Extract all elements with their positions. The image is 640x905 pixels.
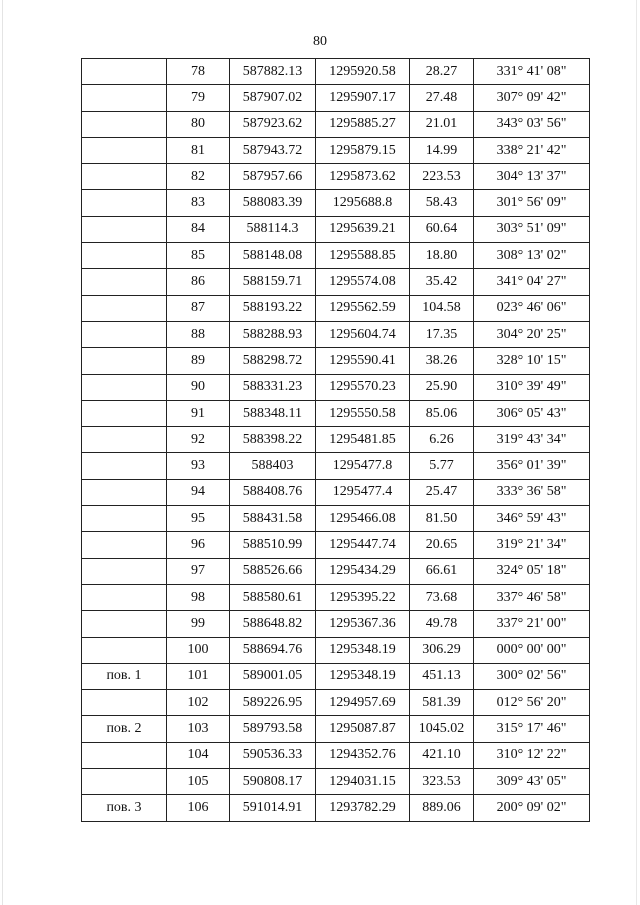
point-number-cell: 102: [167, 690, 230, 716]
distance-cell: 6.26: [410, 427, 474, 453]
distance-cell: 85.06: [410, 400, 474, 426]
x-coordinate-cell: 587957.66: [230, 164, 316, 190]
point-number-cell: 87: [167, 295, 230, 321]
distance-cell: 38.26: [410, 348, 474, 374]
turn-label-cell: [82, 295, 167, 321]
x-coordinate-cell: 588298.72: [230, 348, 316, 374]
y-coordinate-cell: 1295477.8: [316, 453, 410, 479]
distance-cell: 5.77: [410, 453, 474, 479]
point-number-cell: 89: [167, 348, 230, 374]
table-row: [82, 506, 590, 532]
coordinates-table: [81, 58, 590, 822]
y-coordinate-cell: 1294957.69: [316, 690, 410, 716]
turn-label-cell: [82, 453, 167, 479]
point-number-cell: 101: [167, 663, 230, 689]
x-coordinate-cell: 588331.23: [230, 374, 316, 400]
y-coordinate-cell: 1295873.62: [316, 164, 410, 190]
bearing-cell: 328° 10' 15": [474, 348, 590, 374]
x-coordinate-cell: 589793.58: [230, 716, 316, 742]
y-coordinate-cell: 1295087.87: [316, 716, 410, 742]
turn-label-cell: [82, 137, 167, 163]
table-row: [82, 453, 590, 479]
distance-cell: 35.42: [410, 269, 474, 295]
table-row: [82, 216, 590, 242]
point-number-cell: 95: [167, 506, 230, 532]
turn-label-cell: [82, 321, 167, 347]
y-coordinate-cell: 1295434.29: [316, 558, 410, 584]
table-row: [82, 374, 590, 400]
table-row: [82, 584, 590, 610]
y-coordinate-cell: 1295590.41: [316, 348, 410, 374]
y-coordinate-cell: 1294352.76: [316, 742, 410, 768]
turn-label-cell: [82, 111, 167, 137]
turn-label-cell: [82, 164, 167, 190]
x-coordinate-cell: 588288.93: [230, 321, 316, 347]
point-number-cell: 100: [167, 637, 230, 663]
x-coordinate-cell: 588648.82: [230, 611, 316, 637]
x-coordinate-cell: 588431.58: [230, 506, 316, 532]
x-coordinate-cell: 588193.22: [230, 295, 316, 321]
distance-cell: 18.80: [410, 243, 474, 269]
x-coordinate-cell: 587943.72: [230, 137, 316, 163]
table-row: [82, 427, 590, 453]
point-number-cell: 79: [167, 85, 230, 111]
turn-label-cell: [82, 243, 167, 269]
bearing-cell: 000° 00' 00": [474, 637, 590, 663]
point-number-cell: 103: [167, 716, 230, 742]
table-row: [82, 742, 590, 768]
table-row: [82, 795, 590, 821]
distance-cell: 104.58: [410, 295, 474, 321]
point-number-cell: 90: [167, 374, 230, 400]
point-number-cell: 99: [167, 611, 230, 637]
x-coordinate-cell: 588510.99: [230, 532, 316, 558]
y-coordinate-cell: 1295550.58: [316, 400, 410, 426]
table-row: [82, 690, 590, 716]
turn-label-cell: [82, 59, 167, 85]
table-row: [82, 663, 590, 689]
bearing-cell: 304° 20' 25": [474, 321, 590, 347]
bearing-cell: 310° 12' 22": [474, 742, 590, 768]
distance-cell: 49.78: [410, 611, 474, 637]
bearing-cell: 319° 43' 34": [474, 427, 590, 453]
distance-cell: 20.65: [410, 532, 474, 558]
turn-label-cell: [82, 85, 167, 111]
point-number-cell: 83: [167, 190, 230, 216]
bearing-cell: 307° 09' 42": [474, 85, 590, 111]
turn-label-cell: [82, 479, 167, 505]
point-number-cell: 88: [167, 321, 230, 347]
bearing-cell: 300° 02' 56": [474, 663, 590, 689]
bearing-cell: 308° 13' 02": [474, 243, 590, 269]
table-row: [82, 479, 590, 505]
y-coordinate-cell: 1295588.85: [316, 243, 410, 269]
turn-label-cell: [82, 190, 167, 216]
x-coordinate-cell: 588398.22: [230, 427, 316, 453]
x-coordinate-cell: 587882.13: [230, 59, 316, 85]
bearing-cell: 338° 21' 42": [474, 137, 590, 163]
y-coordinate-cell: 1295920.58: [316, 59, 410, 85]
x-coordinate-cell: 590536.33: [230, 742, 316, 768]
distance-cell: 21.01: [410, 111, 474, 137]
point-number-cell: 106: [167, 795, 230, 821]
point-number-cell: 92: [167, 427, 230, 453]
distance-cell: 81.50: [410, 506, 474, 532]
y-coordinate-cell: 1295574.08: [316, 269, 410, 295]
bearing-cell: 200° 09' 02": [474, 795, 590, 821]
distance-cell: 73.68: [410, 584, 474, 610]
distance-cell: 323.53: [410, 769, 474, 795]
y-coordinate-cell: 1293782.29: [316, 795, 410, 821]
table-row: [82, 190, 590, 216]
table-row: [82, 111, 590, 137]
y-coordinate-cell: 1295562.59: [316, 295, 410, 321]
turn-label-cell: [82, 769, 167, 795]
x-coordinate-cell: 589226.95: [230, 690, 316, 716]
distance-cell: 889.06: [410, 795, 474, 821]
table-row: [82, 637, 590, 663]
turn-label-cell: [82, 532, 167, 558]
bearing-cell: 319° 21' 34": [474, 532, 590, 558]
table-row: [82, 59, 590, 85]
bearing-cell: 303° 51' 09": [474, 216, 590, 242]
y-coordinate-cell: 1295367.36: [316, 611, 410, 637]
turn-label-cell: [82, 216, 167, 242]
x-coordinate-cell: 588694.76: [230, 637, 316, 663]
table-row: [82, 348, 590, 374]
turn-label-cell: [82, 269, 167, 295]
y-coordinate-cell: 1295348.19: [316, 663, 410, 689]
turn-label-cell: [82, 427, 167, 453]
distance-cell: 25.90: [410, 374, 474, 400]
distance-cell: 17.35: [410, 321, 474, 347]
y-coordinate-cell: 1295395.22: [316, 584, 410, 610]
point-number-cell: 86: [167, 269, 230, 295]
bearing-cell: 333° 36' 58": [474, 479, 590, 505]
distance-cell: 306.29: [410, 637, 474, 663]
point-number-cell: 96: [167, 532, 230, 558]
distance-cell: 28.27: [410, 59, 474, 85]
turn-label-cell: [82, 584, 167, 610]
y-coordinate-cell: 1295885.27: [316, 111, 410, 137]
x-coordinate-cell: 589001.05: [230, 663, 316, 689]
x-coordinate-cell: 588114.3: [230, 216, 316, 242]
table-row: [82, 321, 590, 347]
point-number-cell: 105: [167, 769, 230, 795]
bearing-cell: 356° 01' 39": [474, 453, 590, 479]
distance-cell: 58.43: [410, 190, 474, 216]
y-coordinate-cell: 1295879.15: [316, 137, 410, 163]
bearing-cell: 331° 41' 08": [474, 59, 590, 85]
distance-cell: 27.48: [410, 85, 474, 111]
y-coordinate-cell: 1295639.21: [316, 216, 410, 242]
bearing-cell: 324° 05' 18": [474, 558, 590, 584]
x-coordinate-cell: 587923.62: [230, 111, 316, 137]
bearing-cell: 310° 39' 49": [474, 374, 590, 400]
point-number-cell: 94: [167, 479, 230, 505]
point-number-cell: 81: [167, 137, 230, 163]
x-coordinate-cell: 588348.11: [230, 400, 316, 426]
distance-cell: 66.61: [410, 558, 474, 584]
turn-label-cell: [82, 506, 167, 532]
table-row: [82, 295, 590, 321]
distance-cell: 581.39: [410, 690, 474, 716]
x-coordinate-cell: 588083.39: [230, 190, 316, 216]
distance-cell: 14.99: [410, 137, 474, 163]
table-row: [82, 85, 590, 111]
y-coordinate-cell: 1295688.8: [316, 190, 410, 216]
table-row: [82, 558, 590, 584]
turn-label-cell: [82, 374, 167, 400]
table-row: [82, 269, 590, 295]
point-number-cell: 93: [167, 453, 230, 479]
turn-label-cell: пов. 1: [82, 663, 167, 689]
point-number-cell: 104: [167, 742, 230, 768]
turn-label-cell: [82, 400, 167, 426]
distance-cell: 25.47: [410, 479, 474, 505]
distance-cell: 451.13: [410, 663, 474, 689]
distance-cell: 60.64: [410, 216, 474, 242]
x-coordinate-cell: 587907.02: [230, 85, 316, 111]
bearing-cell: 309° 43' 05": [474, 769, 590, 795]
point-number-cell: 78: [167, 59, 230, 85]
y-coordinate-cell: 1295466.08: [316, 506, 410, 532]
bearing-cell: 301° 56' 09": [474, 190, 590, 216]
y-coordinate-cell: 1294031.15: [316, 769, 410, 795]
turn-label-cell: [82, 690, 167, 716]
table-row: [82, 769, 590, 795]
table-row: [82, 532, 590, 558]
page-edge-right: [636, 0, 637, 905]
bearing-cell: 315° 17' 46": [474, 716, 590, 742]
table-row: [82, 400, 590, 426]
distance-cell: 1045.02: [410, 716, 474, 742]
page-number: 80: [313, 34, 327, 49]
y-coordinate-cell: 1295570.23: [316, 374, 410, 400]
turn-label-cell: [82, 558, 167, 584]
y-coordinate-cell: 1295481.85: [316, 427, 410, 453]
bearing-cell: 346° 59' 43": [474, 506, 590, 532]
point-number-cell: 97: [167, 558, 230, 584]
y-coordinate-cell: 1295907.17: [316, 85, 410, 111]
turn-label-cell: [82, 742, 167, 768]
bearing-cell: 012° 56' 20": [474, 690, 590, 716]
bearing-cell: 337° 46' 58": [474, 584, 590, 610]
x-coordinate-cell: 588403: [230, 453, 316, 479]
y-coordinate-cell: 1295348.19: [316, 637, 410, 663]
table-row: [82, 243, 590, 269]
point-number-cell: 98: [167, 584, 230, 610]
bearing-cell: 341° 04' 27": [474, 269, 590, 295]
table-row: [82, 137, 590, 163]
distance-cell: 421.10: [410, 742, 474, 768]
distance-cell: 223.53: [410, 164, 474, 190]
coordinates-table-body: [82, 59, 590, 822]
x-coordinate-cell: 588526.66: [230, 558, 316, 584]
bearing-cell: 306° 05' 43": [474, 400, 590, 426]
bearing-cell: 304° 13' 37": [474, 164, 590, 190]
x-coordinate-cell: 588159.71: [230, 269, 316, 295]
bearing-cell: 337° 21' 00": [474, 611, 590, 637]
point-number-cell: 80: [167, 111, 230, 137]
turn-label-cell: пов. 2: [82, 716, 167, 742]
table-row: [82, 164, 590, 190]
table-row: [82, 611, 590, 637]
turn-label-cell: пов. 3: [82, 795, 167, 821]
point-number-cell: 85: [167, 243, 230, 269]
turn-label-cell: [82, 348, 167, 374]
y-coordinate-cell: 1295477.4: [316, 479, 410, 505]
point-number-cell: 84: [167, 216, 230, 242]
turn-label-cell: [82, 611, 167, 637]
x-coordinate-cell: 588148.08: [230, 243, 316, 269]
table-row: [82, 716, 590, 742]
turn-label-cell: [82, 637, 167, 663]
y-coordinate-cell: 1295604.74: [316, 321, 410, 347]
x-coordinate-cell: 588580.61: [230, 584, 316, 610]
x-coordinate-cell: 588408.76: [230, 479, 316, 505]
bearing-cell: 023° 46' 06": [474, 295, 590, 321]
page-edge-left: [2, 0, 3, 905]
x-coordinate-cell: 590808.17: [230, 769, 316, 795]
point-number-cell: 82: [167, 164, 230, 190]
bearing-cell: 343° 03' 56": [474, 111, 590, 137]
y-coordinate-cell: 1295447.74: [316, 532, 410, 558]
x-coordinate-cell: 591014.91: [230, 795, 316, 821]
point-number-cell: 91: [167, 400, 230, 426]
